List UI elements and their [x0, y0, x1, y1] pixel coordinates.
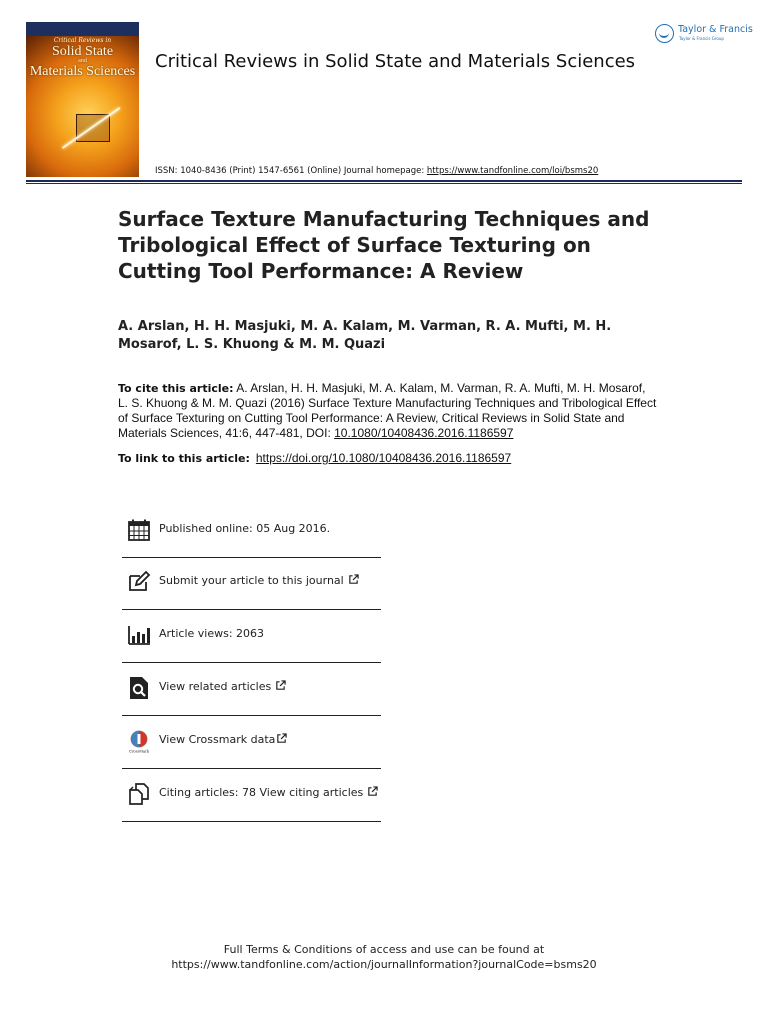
journal-cover-image [26, 22, 139, 177]
article-views: Article views: 2063 [159, 627, 265, 640]
external-link-icon [276, 733, 287, 744]
article-link-line [118, 451, 678, 465]
cite-doi-link[interactable]: 10.1080/10408436.2016.1186597 [334, 426, 514, 440]
cover-title-line1: Solid State [51, 44, 114, 59]
cover-series: Critical Reviews in [53, 37, 112, 44]
published-date: Published online: 05 Aug 2016. [159, 522, 331, 535]
journal-title: Critical Reviews in Solid State and Materials Sciences [155, 51, 636, 72]
calendar-icon [127, 518, 151, 542]
article-authors: A. Arslan, H. H. Masjuki, M. A. Kalam, M. Varman, R. A. Mufti, M. H. Mosarof, L. S. Khuong & M. M. Quazi [118, 319, 612, 352]
bar-chart-icon [127, 623, 151, 647]
external-link-icon [348, 574, 359, 585]
link-label: To link to this article: [118, 452, 250, 465]
cover-title-amp: and [78, 58, 87, 64]
document-search-icon [127, 676, 151, 700]
crossmark-logo-text: CrossMark [128, 749, 150, 753]
footer-terms-link[interactable]: https://www.tandfonline.com/action/journalInformation?journalCode=bsms20 [171, 958, 597, 971]
publisher-name: Taylor & Francis [678, 24, 753, 35]
crossmark-row[interactable] [122, 717, 381, 769]
view-citing-articles-link[interactable] [159, 786, 378, 799]
issn-line [155, 166, 598, 176]
row-divider [122, 662, 381, 663]
row-divider [122, 768, 381, 769]
row-divider [122, 821, 381, 822]
footer-terms: Full Terms & Conditions of access and use can be found at [223, 943, 545, 956]
article-doi-link[interactable]: https://doi.org/10.1080/10408436.2016.1186597 [255, 451, 512, 465]
external-link-icon [367, 786, 378, 797]
publisher-logo-icon [655, 24, 674, 43]
header-divider-thin [26, 183, 742, 184]
submit-article-link[interactable] [159, 574, 359, 587]
row-divider [122, 715, 381, 716]
views-row [122, 611, 381, 663]
submit-row[interactable] [122, 558, 381, 610]
journal-homepage-link[interactable]: https://www.tandfonline.com/loi/bsms20 [426, 166, 599, 176]
footer [0, 942, 768, 972]
edit-icon [127, 570, 151, 594]
article-title: Surface Texture Manufacturing Techniques and Tribological Effect of Surface Texturing on Cutting Tool Performance: A Review [118, 207, 650, 283]
crossmark-text: View Crossmark data [159, 733, 276, 746]
related-row[interactable] [122, 664, 381, 716]
crossmark-icon [127, 729, 151, 753]
view-crossmark-link[interactable] [159, 733, 287, 746]
citing-row[interactable] [122, 770, 381, 822]
publisher-subname: Taylor & Francis Group [679, 36, 724, 41]
issn-text: ISSN: 1040-8436 (Print) 1547-6561 (Online) Journal homepage: [155, 166, 427, 176]
submit-article-text: Submit your article to this journal [159, 574, 344, 587]
cite-text: A. Arslan, H. H. Masjuki, M. A. Kalam, M. Varman, R. A. Mufti, M. H. Mosarof, L. S. Khuong & M. M. Quazi (2016) Surface Texture Manufacturing Techniques and Tribological Effect of Surface Texturing on Cutting Tool Performance: A Review, Critical Reviews in Solid State and Materials Sciences, 41:6, 447-481, DOI: [118, 381, 657, 440]
citing-articles-text: Citing articles: 78 View citing articles [159, 786, 364, 799]
cite-label: To cite this article: [118, 382, 234, 395]
cover-top-bar [26, 22, 139, 36]
copy-documents-icon [127, 782, 151, 806]
related-articles-text: View related articles [159, 680, 272, 693]
row-divider [122, 609, 381, 610]
citation-block [118, 381, 658, 441]
cover-title [28, 44, 137, 79]
published-row [122, 506, 381, 558]
publisher-logo[interactable] [655, 22, 753, 48]
header-divider [26, 180, 742, 182]
cover-title-line2: Materials Sciences [29, 64, 136, 79]
external-link-icon [275, 680, 286, 691]
view-related-articles-link[interactable] [159, 680, 286, 693]
